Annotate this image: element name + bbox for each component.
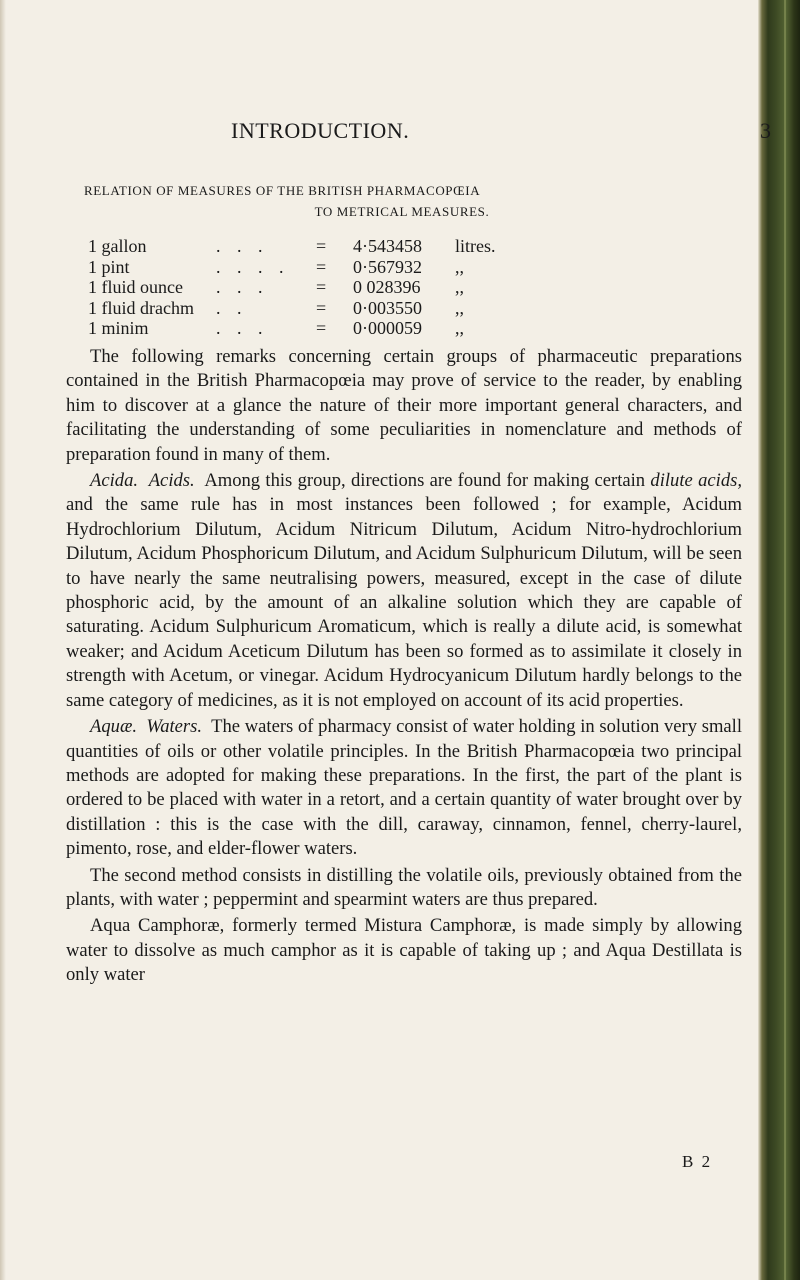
aquae-paragraph [66,715,742,861]
spine-line [784,0,786,1280]
row-unit: 1 gallon [88,236,147,256]
row-dots: . . . . [216,256,290,277]
acida-latin-heading: Acida. [90,470,139,492]
table-heading-line-2: TO METRICAL MEASURES. [314,204,490,219]
acida-text-2: and the same rule has in most instances been followed ; for example, Acidum Hydrochlorium Dilutum, Acidum Nitricum Dilutum, Acidum Nitro-hydrochlorium Dilutum, Acidum Phosphoricum Dilutum, and Acidum Sulphuricum Dilutum, will be seen to have nearly the same neutralising powers, measured, except in the case of dilute phosphoric acid, by the amount of an alkaline solution which they are capable of saturating. Acidum Sulphuricum Aromaticum, which is really a dilute acid, is somewhat weaker; and Acidum Aceticum Dilutum has been so formed as to assimilate it closely in strength with Acetum, or vinegar. Acidum Hydrocyanicum Dilutum hardly belongs to the same category of medicines, as it is not employed on account of its acid properties. [66,494,742,711]
row-unit: 1 pint [88,256,130,277]
row-value: 0·000059 [353,318,422,339]
table-heading-line-1: RELATION OF MEASURES OF THE BRITISH PHARMACOPŒIA [84,183,481,198]
table-heading [72,180,732,222]
row-unit: 1 fluid ounce [88,277,183,298]
row-value: 0 028396 [353,277,421,298]
row-unit: 1 minim [88,318,149,339]
book-spine [758,0,800,1280]
table-row [88,257,738,278]
intro-paragraph: The following remarks concerning certain groups of pharmaceutic preparations contained in the British Pharmacopœia may prove of service to the reader, by enabling him to discover at a glance the nature of their more important general characters, and facilitating the understanding of some peculiarities in nomenclature and methods of preparation found in many of them. [66,346,742,465]
body-text [66,345,742,990]
acida-english-heading: Acids. [148,470,195,492]
row-dots: . . . [216,236,269,256]
row-equals: = [316,277,327,298]
row-suffix: ,, [455,318,464,339]
row-dots: . . . [216,318,269,339]
row-equals: = [316,297,327,318]
row-value: 4·543458 [353,236,422,256]
table-row [88,277,738,298]
page-header [231,118,771,148]
acida-emphasis: dilute acids, [650,470,742,492]
aqua-camphorae-paragraph: Aqua Camphoræ, formerly termed Mistura Camphoræ, is made simply by allowing water to dissolve as much camphor as it is capable of taking up ; and Aqua Destillata is only water [66,915,742,986]
row-equals: = [316,236,327,256]
row-dots: . . [216,297,248,318]
row-value: 0·567932 [353,256,422,277]
acida-text-1: Among this group, directions are found for making certain [204,470,646,492]
table-row [88,236,738,257]
second-method-paragraph: The second method consists in distilling the volatile oils, previously obtained from the plants, with water ; peppermint and spearmint waters are thus prepared. [66,864,742,910]
aquae-latin-heading: Aquæ. [90,716,138,738]
row-suffix: ,, [455,256,464,277]
running-title: INTRODUCTION. [231,118,410,143]
table-row [88,298,738,319]
row-suffix: ,, [455,297,464,318]
page-left-edge [0,0,6,1280]
table-row [88,318,738,339]
signature-mark: B 2 [682,1152,713,1171]
measures-table [88,236,738,339]
acida-paragraph [66,469,742,713]
aquae-english-heading: Waters. [146,716,203,738]
aquae-text: The waters of pharmacy consist of water holding in solution very small quantities of oils or other volatile principles. In the British Pharmacopœia two principal methods are adopted for making these preparations. In the first, the part of the plant is ordered to be placed with water in a retort, and a certain quantity of water brought over by distillation : this is the case with the dill, caraway, cinnamon, fennel, cherry-laurel, pimento, rose, and elder-flower waters. [66,716,743,860]
row-equals: = [316,256,327,277]
row-dots: . . . [216,277,269,298]
row-value: 0·003550 [353,297,422,318]
row-suffix: ,, [455,277,464,298]
row-suffix: litres. [455,236,496,256]
row-equals: = [316,318,327,339]
row-unit: 1 fluid drachm [88,297,194,318]
page-number: 3 [760,118,771,143]
